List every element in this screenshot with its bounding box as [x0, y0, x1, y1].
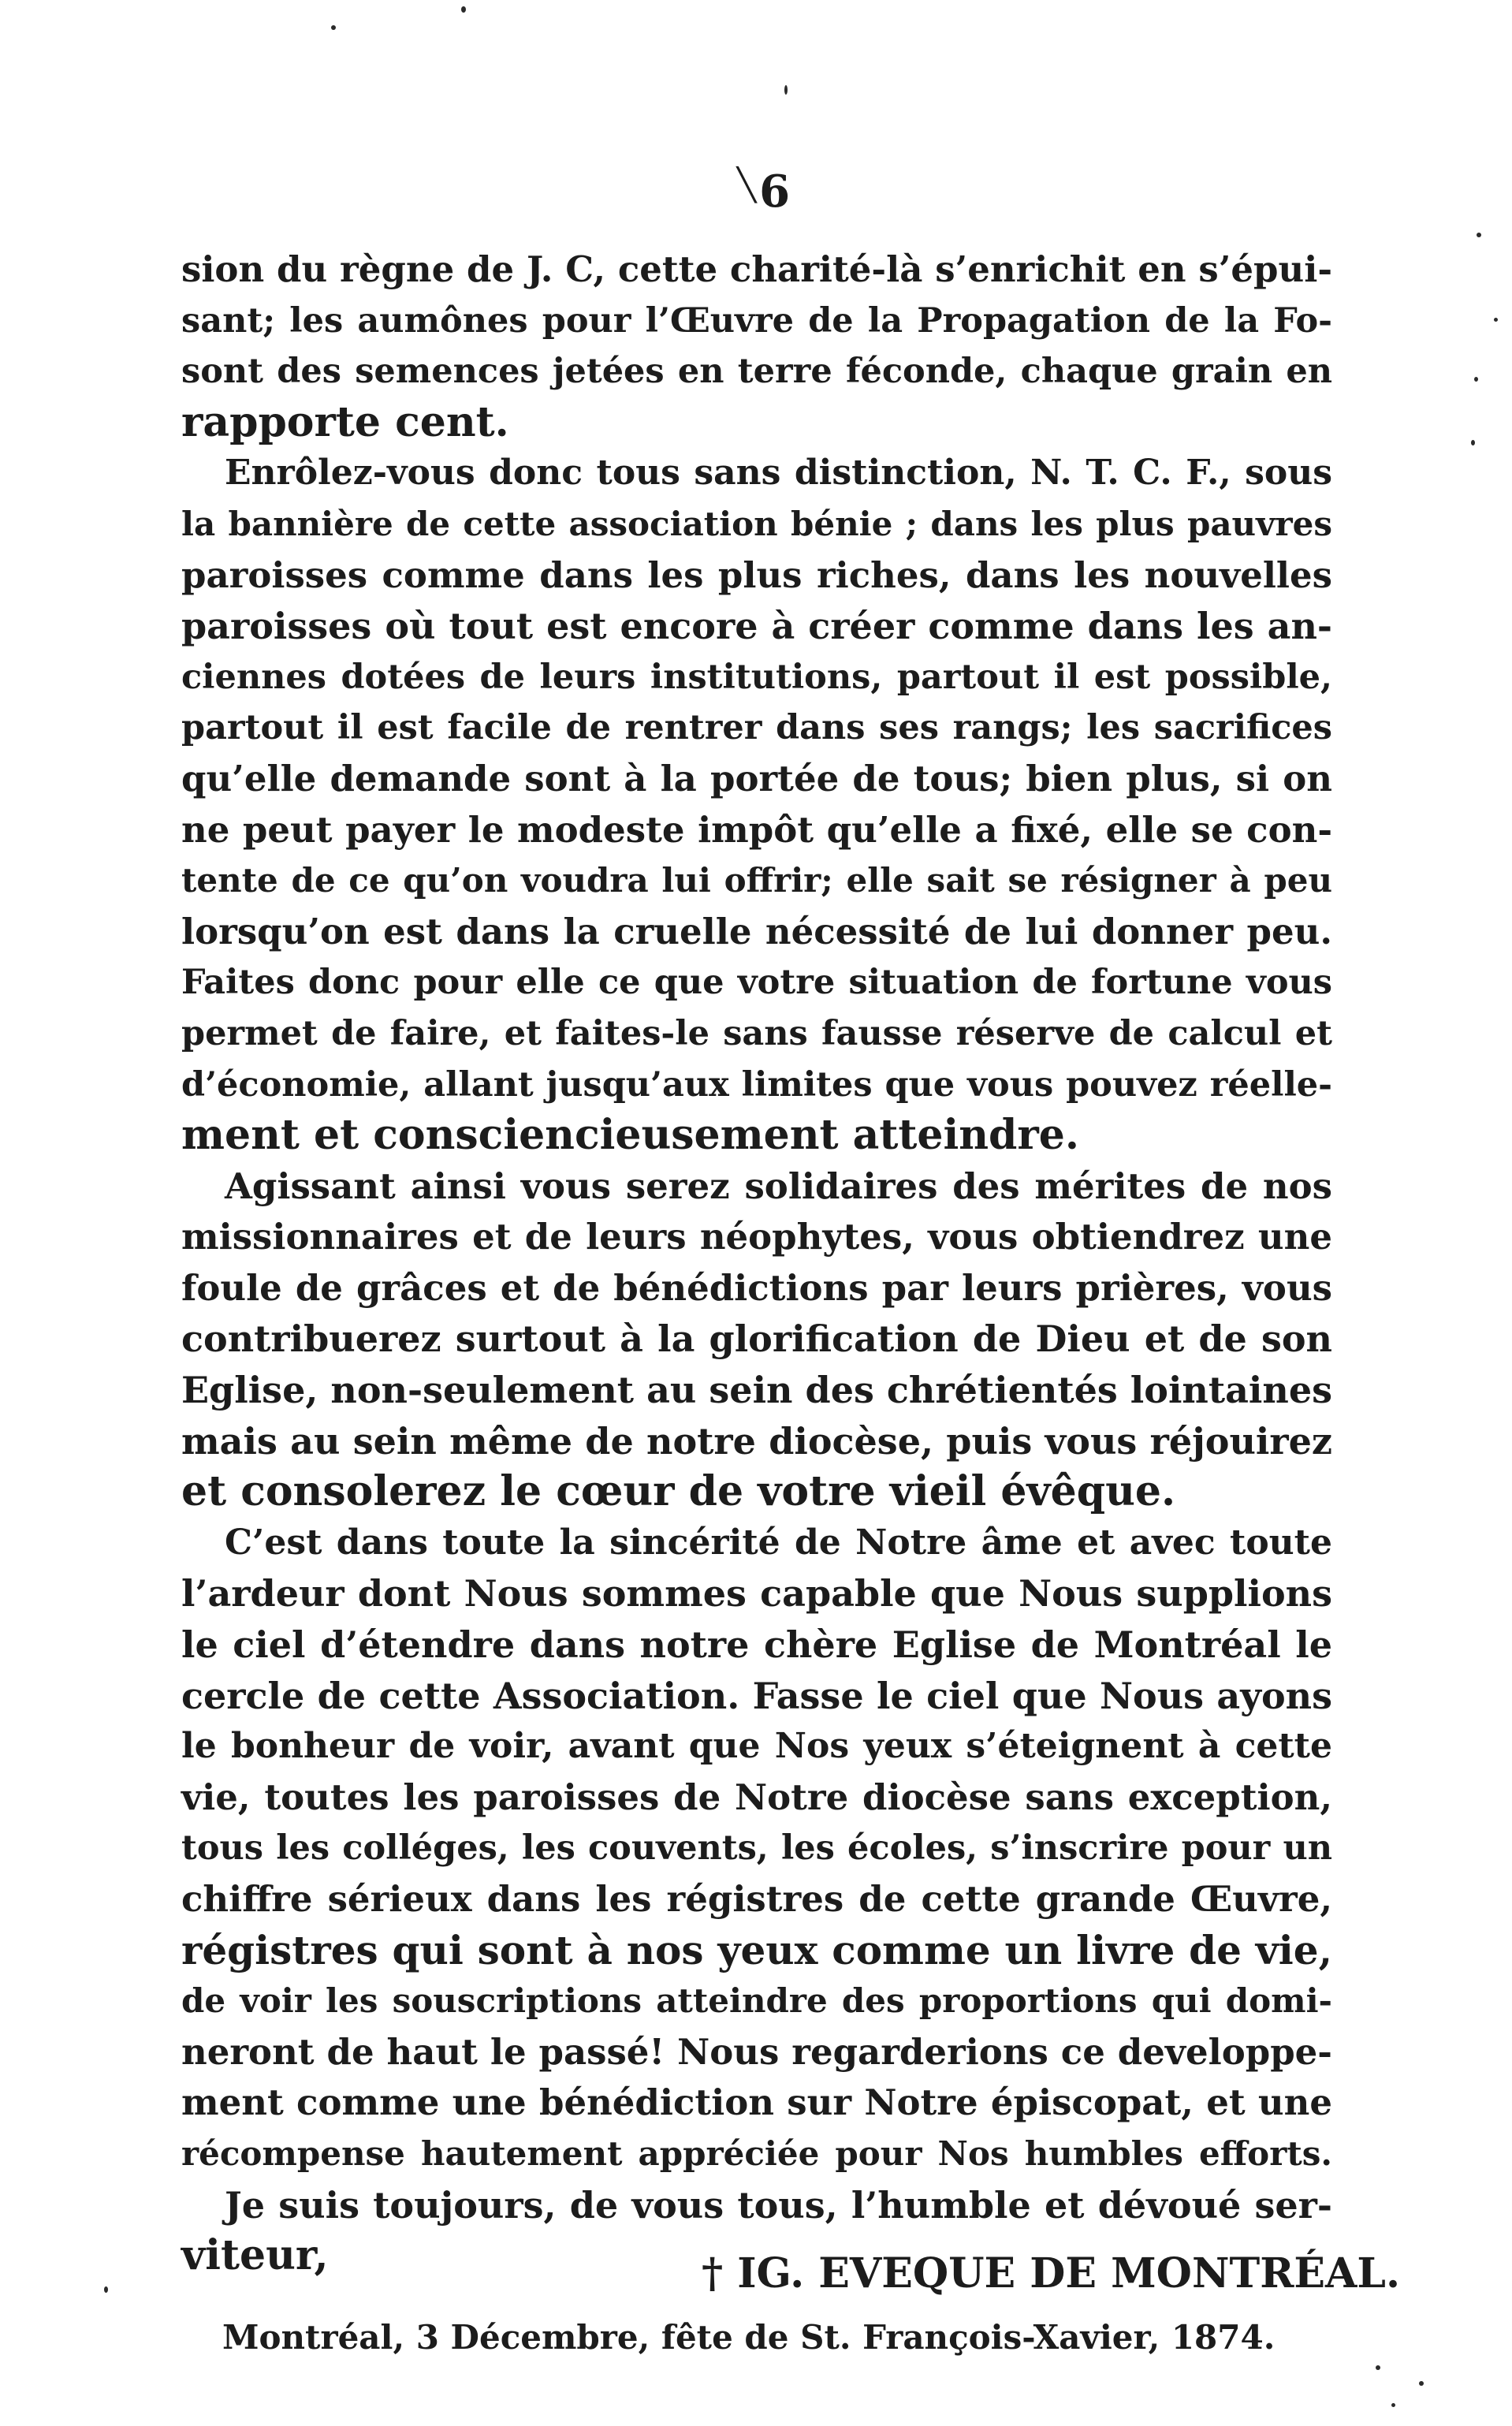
text-line: paroisses où tout est encore à créer comme dans les an- — [181, 605, 1332, 648]
text-line: neront de haut le passé! Nous regarderions ce developpe- — [181, 2030, 1332, 2073]
text-line: Agissant ainsi vous serez solidaires des mérites de nos — [225, 1165, 1332, 1207]
dateline: Montréal, 3 Décembre, fête de St. François-Xavier, 1874. — [222, 2318, 1276, 2357]
text-line: chiffre sérieux dans les régistres de cette grande Œuvre, — [181, 1878, 1332, 1920]
text-line: ciennes dotées de leurs institutions, partout il est possible, — [181, 657, 1332, 697]
print-speck — [461, 6, 466, 13]
print-speck — [1477, 233, 1481, 237]
text-line: l’ardeur dont Nous sommes capable que Nous supplions — [181, 1572, 1332, 1615]
page-number-value: 6 — [759, 166, 791, 218]
text-line: d’économie, allant jusqu’aux limites que vous pouvez réelle- — [181, 1064, 1332, 1105]
text-line: Je suis toujours, de vous tous, l’humble et dévoué ser- — [225, 2183, 1332, 2227]
text-line: missionnaires et de leurs néophytes, vous obtiendrez une — [181, 1216, 1332, 1258]
text-line: paroisses comme dans les plus riches, dans les nouvelles — [181, 553, 1332, 596]
print-speck — [1471, 440, 1475, 445]
text-line: ne peut payer le modeste impôt qu’elle a fixé, elle se con- — [181, 808, 1332, 851]
text-line: contribuerez surtout à la glorification de Dieu et de son — [181, 1317, 1332, 1361]
text-line: Faites donc pour elle ce que votre situation de fortune vous — [181, 963, 1332, 1003]
text-line: ment et consciencieusement atteindre. — [181, 1111, 1079, 1160]
text-line: et consolerez le cœur de votre vieil évêque. — [181, 1467, 1176, 1516]
text-line: cercle de cette Association. Fasse le ciel que Nous ayons — [181, 1674, 1332, 1717]
text-line: la bannière de cette association bénie ; dans les plus pauvres — [181, 504, 1332, 543]
print-speck — [1391, 2403, 1395, 2407]
text-line: sion du règne de J. C, cette charité-là s’enrichit en s’épui- — [181, 248, 1332, 290]
text-line: mais au sein même de notre diocèse, puis vous réjouirez — [181, 1419, 1332, 1463]
text-line: tente de ce qu’on voudra lui offrir; elle sait se résigner à peu — [181, 861, 1332, 900]
text-line: partout il est facile de rentrer dans ses rangs; les sacrifices — [181, 708, 1332, 748]
text-line: lorsqu’on est dans la cruelle nécessité de lui donner peu. — [181, 910, 1332, 952]
text-line: vie, toutes les paroisses de Notre diocèse sans exception, — [181, 1776, 1332, 1818]
text-line: le bonheur de voir, avant que Nos yeux s’éteignent à cette — [181, 1726, 1332, 1767]
text-line: récompense hautement appréciée pour Nos humbles efforts. — [181, 2133, 1332, 2173]
print-speck — [104, 2286, 108, 2293]
signature-text: IG. EVEQUE DE MONTRÉAL. — [737, 2249, 1401, 2297]
print-speck — [1376, 2365, 1380, 2370]
page-number — [737, 166, 791, 218]
text-line: rapporte cent. — [181, 397, 509, 446]
print-speck — [784, 85, 788, 95]
text-line: C’est dans toute la sincérité de Notre âme et avec toute — [225, 1522, 1332, 1563]
text-line: viteur, — [181, 2231, 329, 2280]
print-speck — [331, 25, 336, 30]
text-line: de voir les souscriptions atteindre des proportions qui domi- — [181, 1981, 1332, 2021]
print-speck — [1494, 318, 1498, 322]
text-line: sant; les aumônes pour l’Œuvre de la Propagation de la Fo- — [181, 300, 1332, 341]
text-line: foule de grâces et de bénédictions par leurs prières, vous — [181, 1266, 1332, 1309]
text-line: tous les colléges, les couvents, les écoles, s’inscrire pour un — [181, 1828, 1332, 1869]
cross-icon: † — [702, 2249, 724, 2297]
text-line: sont des semences jetées en terre féconde, chaque grain en — [181, 352, 1332, 392]
text-line: Enrôlez-vous donc tous sans distinction, N. T. C. F., sous — [225, 453, 1332, 494]
print-speck — [1474, 377, 1478, 382]
text-line: Eglise, non-seulement au sein des chrétientés lointaines — [181, 1369, 1332, 1412]
text-line: ment comme une bénédiction sur Notre épiscopat, et une — [181, 2081, 1332, 2124]
signature — [702, 2249, 1401, 2297]
text-line: permet de faire, et faites-le sans fausse réserve de calcul et — [181, 1013, 1332, 1053]
text-line: régistres qui sont à nos yeux comme un livre de vie, — [181, 1926, 1332, 1973]
page-number-mark: ╲ — [737, 166, 757, 203]
print-speck — [1419, 2381, 1424, 2386]
text-line: qu’elle demande sont à la portée de tous; bien plus, si on — [181, 757, 1332, 799]
body-text — [181, 244, 1332, 2282]
text-line: le ciel d’étendre dans notre chère Eglise de Montréal le — [181, 1623, 1332, 1667]
